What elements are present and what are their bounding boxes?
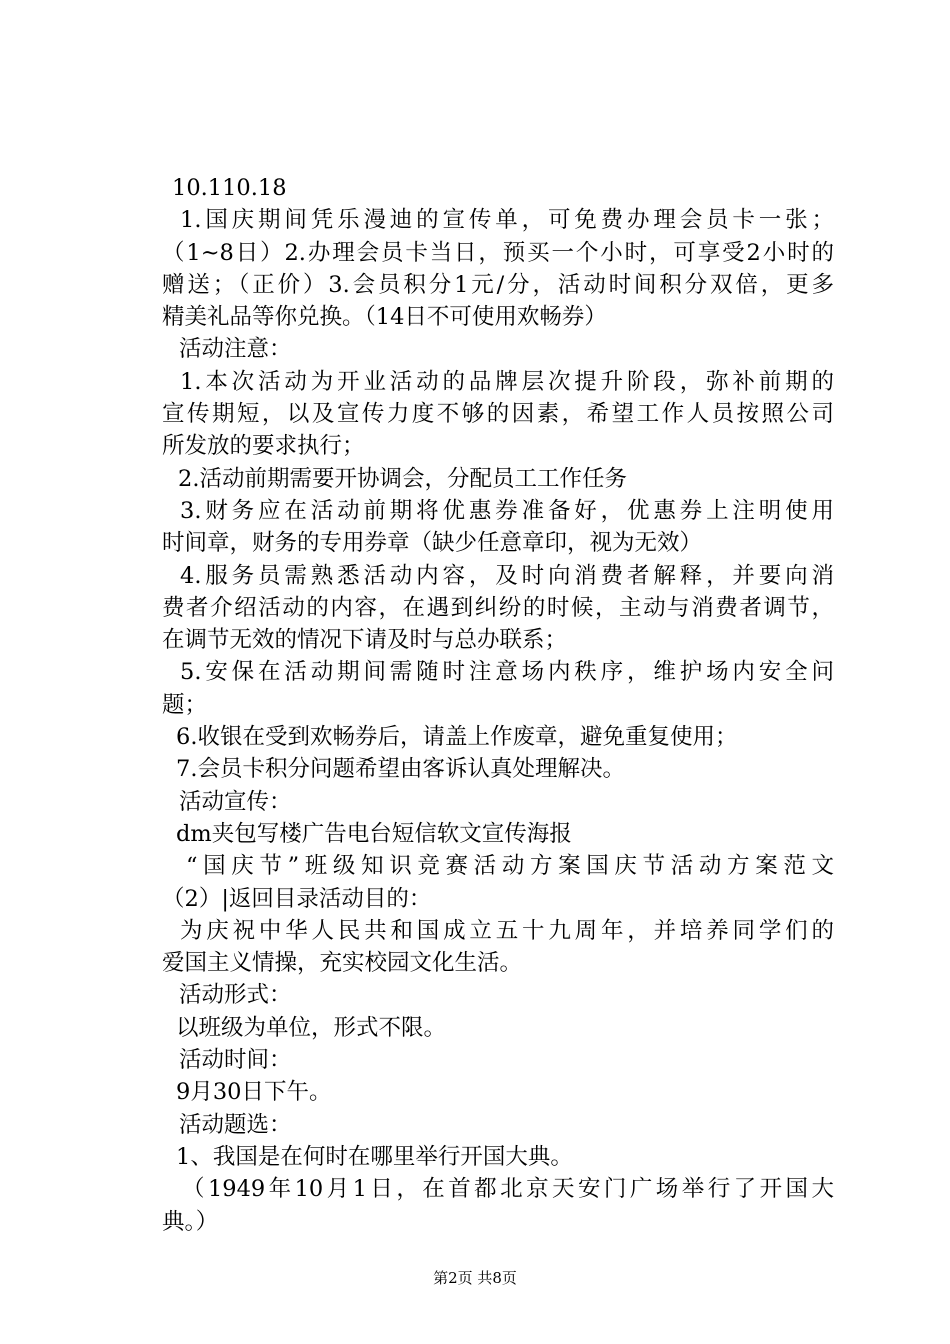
- paragraph-line: （1~8日）2.办理会员卡当日，预买一个小时，可享受2小时的: [162, 239, 834, 266]
- paragraph-line: 7.会员卡积分问题希望由客诉认真处理解决。: [176, 756, 625, 783]
- section-heading: 活动注意：: [179, 336, 292, 363]
- paragraph-line: 宣传期短，以及宣传力度不够的因素，希望工作人员按照公司: [162, 401, 834, 428]
- document-body: [162, 172, 834, 1238]
- paragraph-line: 所发放的要求执行；: [162, 433, 365, 460]
- paragraph-line: 时间章，财务的专用券章（缺少任意章印，视为无效）: [162, 530, 703, 557]
- paragraph-line: 费者介绍活动的内容，在遇到纠纷的时候，主动与消费者调节，: [162, 594, 834, 621]
- paragraph-line: 精美礼品等你兑换。（14日不可使用欢畅券）: [162, 304, 607, 331]
- paragraph-line: 为庆祝中华人民共和国成立五十九周年，并培养同学们的: [180, 917, 834, 944]
- paragraph-line: 赠送；（正价）3.会员积分1元/分，活动时间积分双倍，更多: [162, 271, 834, 298]
- section-heading: 活动时间：: [179, 1047, 292, 1074]
- section-heading: 活动宣传：: [179, 788, 292, 815]
- paragraph-line: 1.国庆期间凭乐漫迪的宣传单，可免费办理会员卡一张；: [180, 207, 834, 234]
- paragraph-line: 5.安保在活动期间需随时注意场内秩序，维护场内安全问: [180, 659, 834, 686]
- paragraph-line: dm夹包写楼广告电台短信软文宣传海报: [176, 820, 572, 847]
- paragraph-line: 典。）: [162, 1208, 219, 1235]
- paragraph-line: 6.收银在受到欢畅券后，请盖上作废章，避免重复使用；: [176, 724, 738, 751]
- paragraph-line: 题；: [162, 691, 208, 718]
- page-footer: 第2页 共8页: [433, 1269, 517, 1287]
- paragraph-line: 2.活动前期需要开协调会，分配员工工作任务: [178, 465, 627, 492]
- paragraph-line: 3.财务应在活动前期将优惠券准备好，优惠券上注明使用: [180, 497, 834, 524]
- paragraph-line: 以班级为单位，形式不限。: [176, 1014, 447, 1041]
- paragraph-line: 在调节无效的情况下请及时与总办联系；: [162, 627, 568, 654]
- paragraph-line: （1949年10月1日，在首都北京天安门广场举行了开国大: [182, 1176, 834, 1203]
- paragraph-line: （2）|返回目录活动目的：: [162, 885, 432, 912]
- paragraph-line: 1.本次活动为开业活动的品牌层次提升阶段，弥补前期的: [180, 368, 834, 395]
- section-heading: 活动形式：: [179, 982, 292, 1009]
- text-line: 10.110.18: [172, 175, 287, 201]
- paragraph-line: 9月30日下午。: [176, 1079, 332, 1106]
- section-heading: 活动题选：: [179, 1111, 292, 1138]
- paragraph-line: 爱国主义情操，充实校园文化生活。: [162, 950, 523, 977]
- paragraph-line: 4.服务员需熟悉活动内容，及时向消费者解释，并要向消: [180, 562, 834, 589]
- paragraph-line: 1、我国是在何时在哪里举行开国大典。: [176, 1143, 573, 1170]
- paragraph-line: “国庆节”班级知识竞赛活动方案国庆节活动方案范文: [186, 853, 834, 880]
